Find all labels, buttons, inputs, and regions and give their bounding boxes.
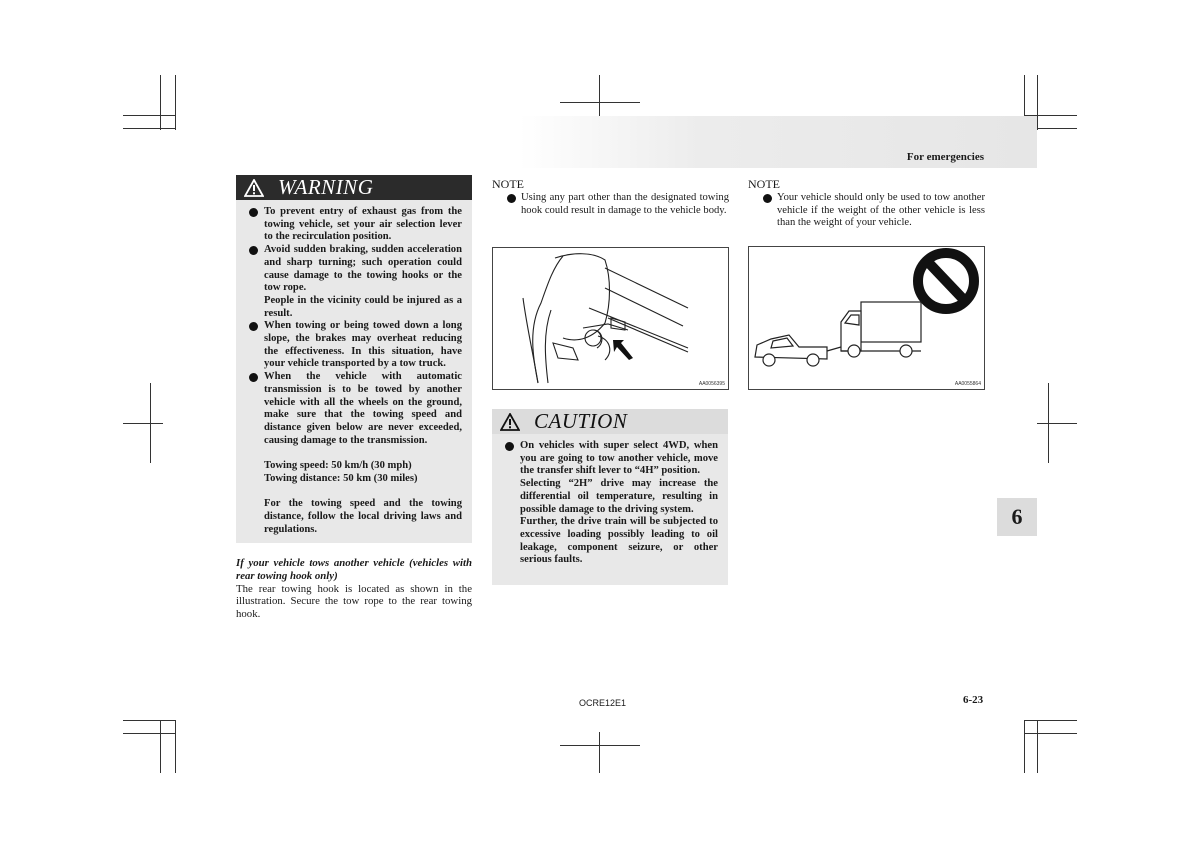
vehicle-towing-illustration [748,246,985,390]
crop-mark [599,732,600,773]
warning-title: WARNING [278,175,374,199]
closing-text: For the towing speed and the towing distance, follow the local driving laws and regulations. [264,498,462,535]
crop-mark [175,75,176,130]
note-item: Your vehicle should only be used to tow another vehicle if the weight of the other vehicle is less than the weight of your vehicle. [761,192,985,230]
crop-mark [1024,733,1077,734]
crop-mark [160,720,161,773]
page-number: 6-23 [963,694,984,706]
spec-line: Towing distance: 50 km (30 miles) [264,472,418,484]
note-list [505,192,729,217]
bullet-text: Selecting “2H” drive may increase the differential oil temperature, resulting in possible damage to the driving system. [520,478,718,515]
note-item: Using any part other than the designated towing hook could result in damage to the vehicle body. [505,192,729,217]
note-label: NOTE [748,177,780,191]
towing-section [236,557,472,621]
section-subheading: If your vehicle tows another vehicle (vehicles with rear towing hook only) [236,557,472,582]
prohibited-icon [918,253,974,309]
spacer [264,485,462,498]
caution-title: CAUTION [534,409,628,433]
crop-mark [1024,720,1077,721]
note-label: NOTE [492,177,524,191]
caution-list [492,434,728,575]
note-list [761,192,985,230]
bullet-text: When towing or being towed down a long slope, the brakes may overheat reducing the effectiveness. In this situation, have your vehicle transported by a tow truck. [264,320,462,370]
figure-id: AA0055864 [954,381,981,387]
crop-mark [560,745,640,746]
towing-hook-illustration [492,247,729,390]
spacer [264,447,462,460]
crop-mark [123,720,176,721]
spec-line: Towing speed: 50 km/h (30 mph) [264,460,412,472]
bullet-text: Further, the drive train will be subjected to excessive loading possibly leading to oil leakage, component seizure, or other serious faults. [520,516,718,566]
warning-header [236,175,472,200]
crop-mark [1037,423,1077,424]
crop-mark [123,733,176,734]
bullet-item [264,244,462,320]
document-code: OCRE12E1 [579,698,627,708]
crop-mark [560,102,640,103]
warning-box [236,175,472,543]
hook-drawing [493,248,728,389]
crop-mark [123,128,176,129]
bullet-text: To prevent entry of exhaust gas from the towing vehicle, set your air selection lever to the recirculation position. [264,206,462,243]
section-body: The rear towing hook is located as shown in the illustration. Secure the tow rope to the rear towing hook. [236,582,472,621]
crop-mark [175,720,176,773]
crop-mark [1037,75,1038,130]
bullet-text: People in the vicinity could be injured as a result. [264,294,462,319]
figure-id: AA0056395 [698,381,725,387]
bullet-item [520,440,718,567]
caution-header [492,409,728,434]
tow-drawing [749,247,984,389]
bullet-text: Avoid sudden braking, sudden acceleration and sharp turning; such operation could cause damage to the towing hooks or the tow rope. [264,244,462,294]
bullet-item [264,206,462,244]
caution-box [492,409,728,585]
crop-mark [123,115,176,116]
crop-mark [1037,720,1038,773]
crop-mark [1024,720,1025,773]
crop-mark [123,423,163,424]
warning-list [236,200,472,544]
section-title: For emergencies [906,151,984,163]
chapter-tab: 6 [997,498,1037,536]
bullet-item [264,371,462,536]
bullet-text: On vehicles with super select 4WD, when you are going to tow another vehicle, move the transfer shift lever to “4H” position. [520,440,718,477]
bullet-text: When the vehicle with automatic transmission is to be towed by another vehicle with all the wheels on the ground, make sure that the towing speed and distance given below are never exceeded, causing damage to the transmission. [264,371,462,446]
warning-triangle-icon [244,179,264,197]
warning-triangle-icon [500,413,520,431]
crop-mark [160,75,161,130]
bullet-item [264,320,462,371]
